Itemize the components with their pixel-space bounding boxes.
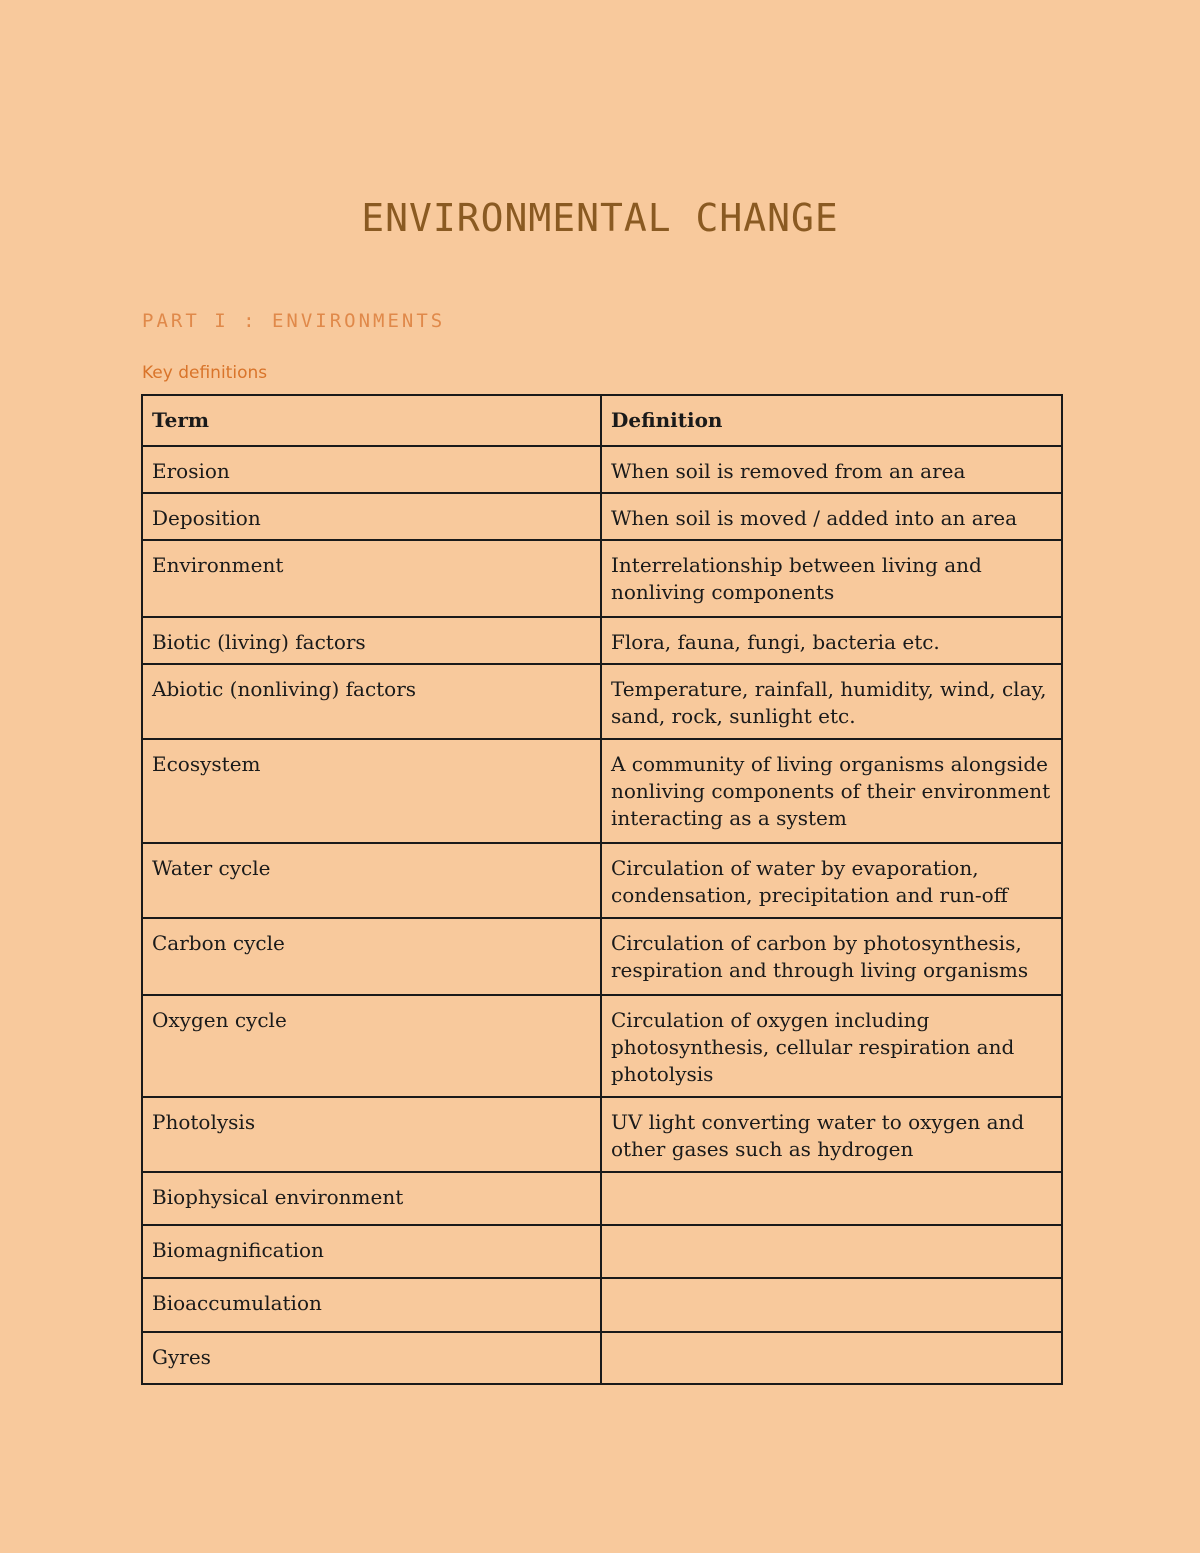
header-term: Term [142,395,601,446]
table-row [142,446,1062,493]
term-cell: Gyres [142,1332,601,1384]
term-cell: Abiotic (nonliving) factors [142,664,601,739]
term-cell: Biophysical environment [142,1172,601,1225]
table-row [142,617,1062,664]
table-header-row [142,395,1062,446]
table-row [142,1332,1062,1384]
definition-cell [601,1278,1062,1332]
definition-cell: Circulation of oxygen including photosynthesis, cellular respiration and photolysis [601,995,1062,1097]
definition-cell [601,1332,1062,1384]
table-row [142,1172,1062,1225]
definition-cell: Flora, fauna, fungi, bacteria etc. [601,617,1062,664]
term-cell: Biotic (living) factors [142,617,601,664]
table-row [142,540,1062,617]
definition-cell: Interrelationship between living and nonliving components [601,540,1062,617]
table-row [142,664,1062,739]
term-cell: Erosion [142,446,601,493]
definition-cell: Circulation of water by evaporation, condensation, precipitation and run-off [601,843,1062,918]
term-cell: Oxygen cycle [142,995,601,1097]
term-cell: Carbon cycle [142,918,601,995]
header-definition: Definition [601,395,1062,446]
table-row [142,1278,1062,1332]
document-title: ENVIRONMENTAL CHANGE [361,196,839,240]
term-cell: Deposition [142,493,601,540]
term-cell: Bioaccumulation [142,1278,601,1332]
definition-cell [601,1225,1062,1278]
term-cell: Water cycle [142,843,601,918]
table-row [142,739,1062,843]
definition-cell: When soil is moved / added into an area [601,493,1062,540]
definition-cell: Temperature, rainfall, humidity, wind, clay, sand, rock, sunlight etc. [601,664,1062,739]
definitions-table [141,394,1063,1385]
section-heading: Key definitions [142,363,268,383]
table-row [142,995,1062,1097]
term-cell: Photolysis [142,1097,601,1172]
table-row [142,843,1062,918]
definition-cell: Circulation of carbon by photosynthesis, respiration and through living organisms [601,918,1062,995]
table-row [142,918,1062,995]
term-cell: Ecosystem [142,739,601,843]
term-cell: Biomagnification [142,1225,601,1278]
definition-cell: A community of living organisms alongside nonliving components of their environment interacting as a system [601,739,1062,843]
table-row [142,1225,1062,1278]
table-row [142,1097,1062,1172]
part-heading: PART I : ENVIRONMENTS [142,310,446,332]
table-row [142,493,1062,540]
term-cell: Environment [142,540,601,617]
definition-cell: When soil is removed from an area [601,446,1062,493]
definition-cell [601,1172,1062,1225]
definition-cell: UV light converting water to oxygen and other gases such as hydrogen [601,1097,1062,1172]
